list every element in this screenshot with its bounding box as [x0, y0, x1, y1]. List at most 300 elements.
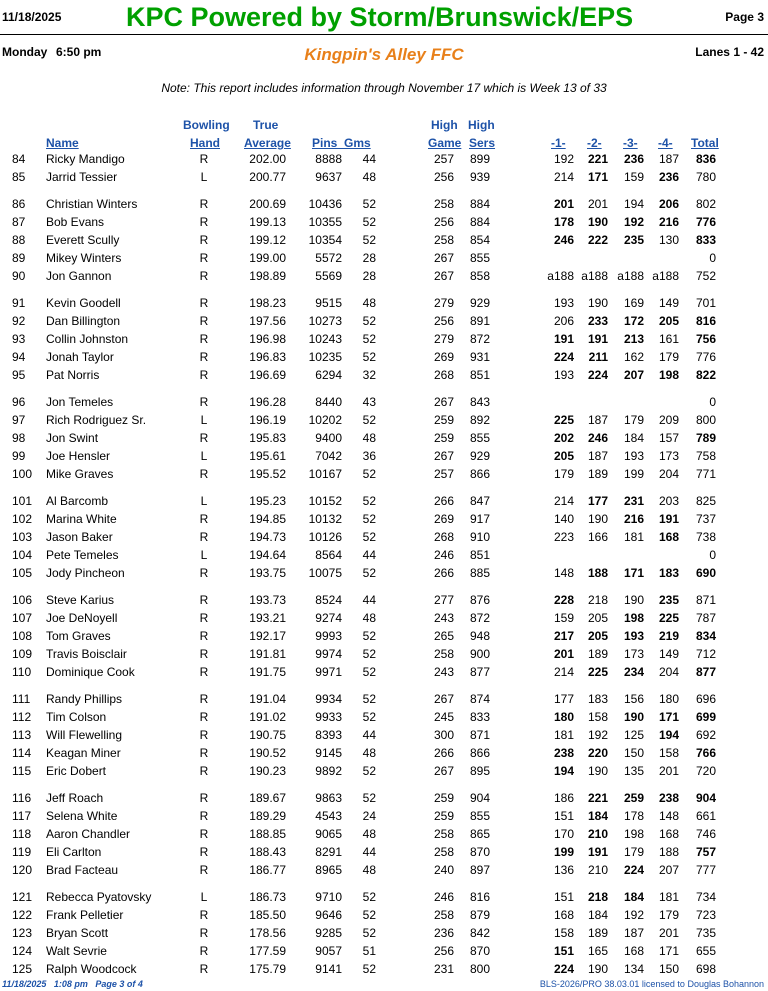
high-game-cell: 236 — [433, 926, 454, 940]
hand-cell: R — [199, 791, 209, 805]
name-cell: Rich Rodriguez Sr. — [46, 413, 147, 427]
total-cell: 752 — [695, 269, 716, 283]
rank-cell: 93 — [12, 332, 26, 346]
high-series-cell: 851 — [469, 548, 490, 562]
games-cell: 52 — [362, 332, 376, 346]
hand-cell: R — [199, 332, 209, 346]
games-cell: 48 — [362, 746, 376, 760]
high-game-cell: 258 — [433, 233, 454, 247]
game-2-cell: 183 — [587, 692, 608, 706]
rank-cell: 98 — [12, 431, 26, 445]
table-row — [0, 961, 768, 979]
game-2-cell: 221 — [587, 152, 608, 166]
high-series-cell: 855 — [469, 809, 490, 823]
table-row — [0, 610, 768, 628]
game-1-cell: 177 — [553, 692, 574, 706]
rank-cell: 112 — [12, 710, 32, 724]
games-cell: 48 — [362, 827, 376, 841]
rank-cell: 88 — [12, 233, 26, 247]
games-cell: 52 — [362, 233, 376, 247]
high-series-cell: 866 — [469, 467, 490, 481]
name-cell: Jeff Roach — [46, 791, 104, 805]
average-cell: 198.23 — [249, 296, 286, 310]
pins-cell: 9400 — [315, 431, 342, 445]
high-series-cell: 879 — [469, 908, 490, 922]
high-game-cell: 258 — [433, 197, 454, 211]
high-series-cell: 895 — [469, 764, 490, 778]
high-game-cell: 259 — [433, 791, 454, 805]
hand-cell: R — [199, 611, 209, 625]
high-series-cell: 870 — [469, 845, 490, 859]
game-2-cell: 190 — [587, 296, 608, 310]
total-cell: 758 — [695, 449, 716, 463]
game-1-cell: 140 — [553, 512, 574, 526]
game-2-cell: 190 — [587, 962, 608, 976]
game-3-cell: 159 — [623, 170, 644, 184]
high-series-cell: 851 — [469, 368, 490, 382]
game-1-cell: 194 — [553, 764, 574, 778]
game-4-cell: 130 — [658, 233, 679, 247]
game-2-cell: 225 — [587, 665, 608, 679]
rank-cell: 99 — [12, 449, 26, 463]
high-series-cell: 891 — [469, 314, 490, 328]
hand-cell: L — [200, 890, 208, 904]
high-game-cell: 259 — [433, 413, 454, 427]
game-2-cell: 187 — [587, 449, 608, 463]
game-4-cell: 216 — [658, 215, 679, 229]
table-row — [0, 250, 768, 268]
pins-cell: 8965 — [315, 863, 342, 877]
pins-cell: 9971 — [315, 665, 342, 679]
high-game-cell: 267 — [433, 269, 454, 283]
pins-cell: 10436 — [308, 197, 342, 211]
hand-cell: R — [199, 530, 209, 544]
rank-cell: 118 — [12, 827, 32, 841]
average-cell: 194.64 — [249, 548, 286, 562]
high-game-cell: 258 — [433, 845, 454, 859]
game-2-cell: 190 — [587, 764, 608, 778]
name-cell: Pete Temeles — [46, 548, 119, 562]
rank-cell: 89 — [12, 251, 26, 265]
high-series-cell: 816 — [469, 890, 490, 904]
game-3-cell: 169 — [623, 296, 644, 310]
game-1-cell: 158 — [553, 926, 574, 940]
game-3-cell: 162 — [623, 350, 644, 364]
rank-cell: 85 — [12, 170, 26, 184]
rank-cell: 104 — [12, 548, 33, 562]
name-cell: Dominique Cook — [46, 665, 135, 679]
rank-cell: 110 — [12, 665, 32, 679]
name-cell: Dan Billington — [46, 314, 121, 328]
total-cell: 771 — [695, 467, 716, 481]
game-4-cell: 236 — [658, 170, 679, 184]
hand-cell: R — [199, 944, 209, 958]
game-2-cell: 246 — [587, 431, 608, 445]
high-series-cell: 884 — [469, 197, 490, 211]
high-game-cell: 231 — [433, 962, 454, 976]
total-cell: 871 — [695, 593, 716, 607]
game-2-cell: 221 — [587, 791, 608, 805]
games-cell: 52 — [362, 692, 376, 706]
pins-cell: 9646 — [315, 908, 342, 922]
game-3-cell: 172 — [623, 314, 644, 328]
high-series-cell: 877 — [469, 665, 490, 679]
game-4-cell: 198 — [658, 368, 679, 382]
col-average: Average — [244, 136, 291, 150]
total-cell: 690 — [695, 566, 716, 580]
high-game-cell: 269 — [433, 350, 454, 364]
hand-cell: R — [199, 368, 209, 382]
game-1-cell: 180 — [553, 710, 574, 724]
games-cell: 48 — [362, 611, 376, 625]
games-cell: 36 — [362, 449, 376, 463]
game-3-cell: 198 — [623, 827, 644, 841]
high-series-cell: 842 — [469, 926, 490, 940]
game-2-cell: 192 — [587, 728, 608, 742]
game-1-cell: 193 — [553, 296, 574, 310]
total-cell: 712 — [695, 647, 716, 661]
rank-cell: 114 — [12, 746, 32, 760]
high-game-cell: 300 — [433, 728, 454, 742]
total-cell: 661 — [695, 809, 716, 823]
game-4-cell: 158 — [658, 746, 679, 760]
total-cell: 816 — [695, 314, 716, 328]
pins-cell: 9274 — [315, 611, 342, 625]
name-cell: Joe Hensler — [46, 449, 111, 463]
game-1-cell: 201 — [553, 647, 574, 661]
rank-cell: 91 — [12, 296, 26, 310]
high-game-cell: 259 — [433, 431, 454, 445]
game-2-cell: 218 — [587, 890, 608, 904]
rank-cell: 87 — [12, 215, 26, 229]
total-cell: 723 — [695, 908, 716, 922]
pins-cell: 9892 — [315, 764, 342, 778]
col-pins-gms: Pins Gms — [312, 136, 371, 150]
game-4-cell: 149 — [658, 647, 679, 661]
col-bowling: Bowling — [183, 118, 230, 132]
pins-cell: 6294 — [315, 368, 342, 382]
table-row — [0, 691, 768, 709]
games-cell: 52 — [362, 197, 376, 211]
rank-cell: 101 — [12, 494, 33, 508]
name-cell: Bob Evans — [46, 215, 105, 229]
game-1-cell: 148 — [553, 566, 574, 580]
games-cell: 52 — [362, 530, 376, 544]
name-cell: Randy Phillips — [46, 692, 123, 706]
col-high-game: Game — [428, 136, 462, 150]
pins-cell: 10152 — [308, 494, 342, 508]
game-1-cell: 217 — [553, 629, 574, 643]
hand-cell: R — [199, 908, 209, 922]
rank-cell: 100 — [12, 467, 33, 481]
total-cell: 780 — [695, 170, 716, 184]
game-1-cell: 223 — [553, 530, 574, 544]
game-2-cell: 220 — [587, 746, 608, 760]
game-1-cell: 136 — [553, 863, 574, 877]
average-cell: 188.43 — [249, 845, 286, 859]
table-row — [0, 331, 768, 349]
name-cell: Kevin Goodell — [46, 296, 121, 310]
table-row — [0, 727, 768, 745]
hand-cell: R — [199, 233, 209, 247]
game-1-cell: a188 — [547, 269, 574, 283]
average-cell: 175.79 — [249, 962, 286, 976]
games-cell: 44 — [362, 593, 376, 607]
name-cell: Eric Dobert — [46, 764, 107, 778]
hand-cell: R — [199, 692, 209, 706]
rank-cell: 125 — [12, 962, 33, 976]
pins-cell: 9637 — [315, 170, 342, 184]
rank-cell: 95 — [12, 368, 26, 382]
pins-cell: 9993 — [315, 629, 342, 643]
pins-cell: 9934 — [315, 692, 342, 706]
pins-cell: 9933 — [315, 710, 342, 724]
hand-cell: R — [199, 665, 209, 679]
total-cell: 776 — [695, 350, 716, 364]
rank-cell: 97 — [12, 413, 26, 427]
hand-cell: R — [199, 710, 209, 724]
games-cell: 52 — [362, 467, 376, 481]
game-3-cell: a188 — [617, 269, 644, 283]
game-4-cell: 235 — [658, 593, 679, 607]
rank-cell: 90 — [12, 269, 26, 283]
game-1-cell: 228 — [553, 593, 574, 607]
game-4-cell: 238 — [658, 791, 679, 805]
high-game-cell: 246 — [433, 890, 454, 904]
total-cell: 836 — [695, 152, 716, 166]
high-game-cell: 268 — [433, 368, 454, 382]
average-cell: 197.56 — [249, 314, 286, 328]
total-cell: 787 — [695, 611, 716, 625]
high-series-cell: 917 — [469, 512, 490, 526]
game-3-cell: 198 — [623, 611, 644, 625]
pins-cell: 10202 — [308, 413, 342, 427]
average-cell: 188.85 — [249, 827, 286, 841]
table-row — [0, 709, 768, 727]
game-4-cell: 168 — [658, 530, 679, 544]
table-row — [0, 412, 768, 430]
high-game-cell: 267 — [433, 764, 454, 778]
name-cell: Jonah Taylor — [46, 350, 114, 364]
high-game-cell: 266 — [433, 494, 454, 508]
high-game-cell: 256 — [433, 944, 454, 958]
games-cell: 52 — [362, 908, 376, 922]
games-cell: 44 — [362, 548, 376, 562]
game-3-cell: 236 — [623, 152, 644, 166]
name-cell: Eli Carlton — [46, 845, 102, 859]
total-cell: 699 — [695, 710, 716, 724]
game-2-cell: 205 — [587, 611, 608, 625]
high-game-cell: 243 — [433, 611, 454, 625]
name-cell: Jon Swint — [46, 431, 99, 445]
game-3-cell: 234 — [623, 665, 644, 679]
name-cell: Al Barcomb — [46, 494, 109, 508]
game-3-cell: 199 — [623, 467, 644, 481]
hand-cell: R — [199, 809, 209, 823]
hand-cell: R — [199, 962, 209, 976]
average-cell: 178.56 — [249, 926, 286, 940]
game-4-cell: 171 — [658, 944, 679, 958]
high-series-cell: 872 — [469, 332, 490, 346]
average-cell: 190.75 — [249, 728, 286, 742]
games-cell: 48 — [362, 170, 376, 184]
game-2-cell: 224 — [587, 368, 608, 382]
game-2-cell: 222 — [587, 233, 608, 247]
games-cell: 52 — [362, 566, 376, 580]
total-cell: 738 — [695, 530, 716, 544]
league-day: Monday — [2, 45, 48, 59]
footer-print-info: 11/18/2025 1:08 pm Page 3 of 4 — [2, 979, 143, 989]
rank-cell: 109 — [12, 647, 33, 661]
pins-cell: 10243 — [308, 332, 342, 346]
hand-cell: R — [199, 926, 209, 940]
average-cell: 191.02 — [249, 710, 286, 724]
pins-cell: 10126 — [308, 530, 342, 544]
total-cell: 766 — [695, 746, 716, 760]
game-3-cell: 171 — [623, 566, 644, 580]
game-4-cell: 171 — [658, 710, 679, 724]
hand-cell: R — [199, 314, 209, 328]
pins-cell: 8393 — [315, 728, 342, 742]
games-cell: 48 — [362, 863, 376, 877]
high-series-cell: 929 — [469, 296, 490, 310]
table-row — [0, 826, 768, 844]
high-series-cell: 885 — [469, 566, 490, 580]
game-3-cell: 150 — [623, 746, 644, 760]
name-cell: Tim Colson — [46, 710, 107, 724]
total-cell: 776 — [695, 215, 716, 229]
game-4-cell: 150 — [658, 962, 679, 976]
average-cell: 194.85 — [249, 512, 286, 526]
name-cell: Aaron Chandler — [46, 827, 131, 841]
high-game-cell: 256 — [433, 314, 454, 328]
total-cell: 737 — [695, 512, 716, 526]
hand-cell: R — [199, 251, 209, 265]
high-series-cell: 872 — [469, 611, 490, 625]
game-2-cell: 205 — [587, 629, 608, 643]
game-3-cell: 216 — [623, 512, 644, 526]
game-3-cell: 135 — [623, 764, 644, 778]
pins-cell: 10235 — [308, 350, 342, 364]
game-4-cell: 173 — [658, 449, 679, 463]
table-row — [0, 394, 768, 412]
high-series-cell: 897 — [469, 863, 490, 877]
game-1-cell: 193 — [553, 368, 574, 382]
high-game-cell: 258 — [433, 827, 454, 841]
hand-cell: R — [199, 827, 209, 841]
game-3-cell: 173 — [623, 647, 644, 661]
name-cell: Frank Pelletier — [46, 908, 124, 922]
table-row — [0, 529, 768, 547]
high-series-cell: 884 — [469, 215, 490, 229]
hand-cell: L — [200, 548, 208, 562]
game-2-cell: a188 — [581, 269, 608, 283]
total-cell: 834 — [695, 629, 716, 643]
game-2-cell: 184 — [587, 908, 608, 922]
games-cell: 28 — [362, 251, 376, 265]
rank-cell: 124 — [12, 944, 33, 958]
report-date: 11/18/2025 — [2, 10, 62, 24]
col-game-2: -2- — [587, 136, 602, 150]
rank-cell: 111 — [12, 692, 31, 706]
average-cell: 193.21 — [249, 611, 286, 625]
pins-cell: 10354 — [308, 233, 342, 247]
rank-cell: 106 — [12, 593, 33, 607]
high-game-cell: 259 — [433, 809, 454, 823]
game-2-cell: 158 — [587, 710, 608, 724]
game-3-cell: 184 — [623, 890, 644, 904]
game-3-cell: 193 — [623, 629, 644, 643]
high-series-cell: 866 — [469, 746, 490, 760]
table-row — [0, 547, 768, 565]
game-2-cell: 171 — [587, 170, 608, 184]
game-2-cell: 190 — [587, 215, 608, 229]
report-title: KPC Powered by Storm/Brunswick/EPS — [126, 2, 634, 32]
game-2-cell: 201 — [587, 197, 608, 211]
table-row — [0, 907, 768, 925]
hand-cell: R — [199, 350, 209, 364]
game-4-cell: 206 — [658, 197, 679, 211]
high-game-cell: 279 — [433, 332, 454, 346]
average-cell: 196.19 — [249, 413, 286, 427]
table-row — [0, 511, 768, 529]
game-4-cell: 194 — [658, 728, 679, 742]
average-cell: 195.61 — [249, 449, 286, 463]
game-3-cell: 178 — [623, 809, 644, 823]
games-cell: 32 — [362, 368, 376, 382]
high-series-cell: 870 — [469, 944, 490, 958]
games-cell: 52 — [362, 350, 376, 364]
pins-cell: 9863 — [315, 791, 342, 805]
pins-cell: 8440 — [315, 395, 342, 409]
rank-cell: 107 — [12, 611, 33, 625]
high-game-cell: 279 — [433, 296, 454, 310]
game-3-cell: 231 — [623, 494, 644, 508]
table-row — [0, 844, 768, 862]
name-cell: Joe DeNoyell — [46, 611, 118, 625]
average-cell: 196.83 — [249, 350, 286, 364]
table-row — [0, 367, 768, 385]
average-cell: 191.04 — [249, 692, 286, 706]
game-3-cell: 192 — [623, 908, 644, 922]
game-3-cell: 207 — [623, 368, 644, 382]
rank-cell: 119 — [12, 845, 32, 859]
pins-cell: 8564 — [315, 548, 342, 562]
average-cell: 196.28 — [249, 395, 286, 409]
high-game-cell: 267 — [433, 395, 454, 409]
game-4-cell: a188 — [652, 269, 679, 283]
rank-cell: 120 — [12, 863, 33, 877]
lanes-range: Lanes 1 - 42 — [695, 45, 764, 59]
table-row — [0, 268, 768, 286]
game-1-cell: 151 — [553, 809, 574, 823]
game-1-cell: 246 — [553, 233, 574, 247]
total-cell: 777 — [695, 863, 716, 877]
rank-cell: 117 — [12, 809, 32, 823]
game-4-cell: 207 — [658, 863, 679, 877]
rank-cell: 116 — [12, 791, 32, 805]
average-cell: 200.69 — [249, 197, 286, 211]
pins-cell: 9057 — [315, 944, 342, 958]
pins-cell: 9145 — [315, 746, 342, 760]
table-row — [0, 646, 768, 664]
game-4-cell: 191 — [658, 512, 679, 526]
rank-cell: 94 — [12, 350, 26, 364]
table-row — [0, 151, 768, 169]
game-2-cell: 177 — [587, 494, 608, 508]
high-game-cell: 240 — [433, 863, 454, 877]
game-1-cell: 168 — [553, 908, 574, 922]
